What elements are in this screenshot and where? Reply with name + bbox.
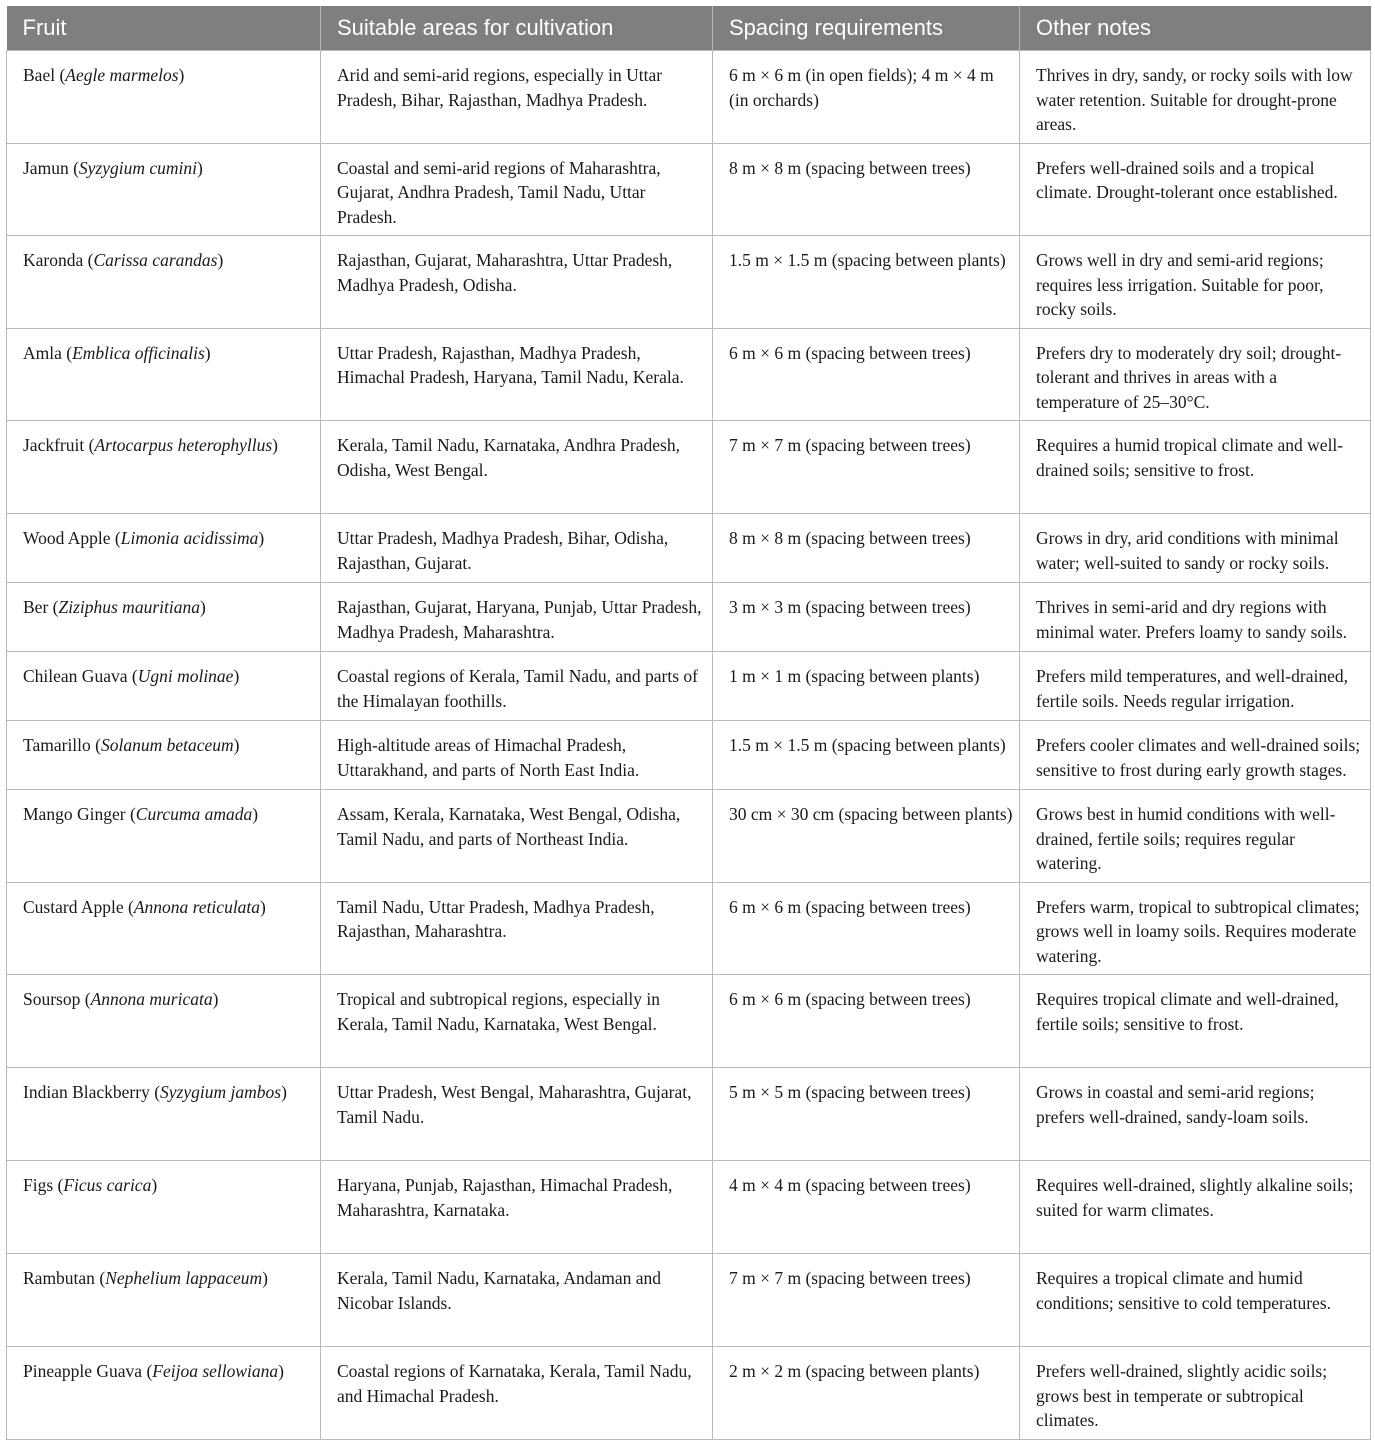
areas-cell: Kerala, Tamil Nadu, Karnataka, Andaman and Nicobar Islands. <box>321 1254 713 1347</box>
areas-cell: Tamil Nadu, Uttar Pradesh, Madhya Pradesh, Rajasthan, Maharashtra. <box>321 882 713 975</box>
table-row <box>7 975 1371 1068</box>
areas-cell: Uttar Pradesh, Madhya Pradesh, Bihar, Odisha, Rajasthan, Gujarat. <box>321 514 713 583</box>
fruit-cell: Pineapple Guava (Feijoa sellowiana) <box>7 1347 321 1440</box>
spacing-cell: 3 m × 3 m (spacing between trees) <box>713 583 1020 652</box>
spacing-cell: 8 m × 8 m (spacing between trees) <box>713 514 1020 583</box>
fruit-cell: Chilean Guava (Ugni molinae) <box>7 652 321 721</box>
notes-cell: Grows well in dry and semi-arid regions; requires less irrigation. Suitable for poor, rocky soils. <box>1020 236 1371 329</box>
fruit-name: Chilean Guava <box>23 666 128 686</box>
table-row <box>7 583 1371 652</box>
notes-cell: Grows best in humid conditions with well-drained, fertile soils; requires regular watering. <box>1020 790 1371 883</box>
areas-cell: Arid and semi-arid regions, especially in Uttar Pradesh, Bihar, Rajasthan, Madhya Pradesh. <box>321 51 713 144</box>
fruit-cell: Rambutan (Nephelium lappaceum) <box>7 1254 321 1347</box>
notes-cell: Requires a humid tropical climate and well-drained soils; sensitive to frost. <box>1020 421 1371 514</box>
fruit-name: Karonda <box>23 250 84 270</box>
fruit-scientific-name: Ziziphus mauritiana <box>58 597 200 617</box>
fruit-name: Mango Ginger <box>23 804 126 824</box>
notes-cell: Requires well-drained, slightly alkaline soils; suited for warm climates. <box>1020 1161 1371 1254</box>
table-row <box>7 143 1371 236</box>
spacing-cell: 7 m × 7 m (spacing between trees) <box>713 421 1020 514</box>
notes-cell: Grows in coastal and semi-arid regions; prefers well-drained, sandy-loam soils. <box>1020 1068 1371 1161</box>
areas-cell: Rajasthan, Gujarat, Haryana, Punjab, Uttar Pradesh, Madhya Pradesh, Maharashtra. <box>321 583 713 652</box>
spacing-cell: 1.5 m × 1.5 m (spacing between plants) <box>713 721 1020 790</box>
fruit-name: Soursop <box>23 989 81 1009</box>
spacing-cell: 30 cm × 30 cm (spacing between plants) <box>713 790 1020 883</box>
fruit-cell: Amla (Emblica officinalis) <box>7 328 321 421</box>
fruit-scientific-name: Annona muricata <box>90 989 213 1009</box>
header-fruit: Fruit <box>7 6 321 51</box>
fruit-cell: Jackfruit (Artocarpus heterophyllus) <box>7 421 321 514</box>
spacing-cell: 2 m × 2 m (spacing between plants) <box>713 1347 1020 1440</box>
fruit-name: Ber <box>23 597 49 617</box>
notes-cell: Prefers mild temperatures, and well-drained, fertile soils. Needs regular irrigation. <box>1020 652 1371 721</box>
table-row <box>7 1068 1371 1161</box>
areas-cell: Kerala, Tamil Nadu, Karnataka, Andhra Pradesh, Odisha, West Bengal. <box>321 421 713 514</box>
fruit-cell: Jamun (Syzygium cumini) <box>7 143 321 236</box>
table-row <box>7 1347 1371 1440</box>
table-row <box>7 51 1371 144</box>
fruit-name: Pineapple Guava <box>23 1361 143 1381</box>
fruit-scientific-name: Nephelium lappaceum <box>105 1268 263 1288</box>
table-row <box>7 1254 1371 1347</box>
areas-cell: Uttar Pradesh, West Bengal, Maharashtra, Gujarat, Tamil Nadu. <box>321 1068 713 1161</box>
table-row <box>7 236 1371 329</box>
fruit-scientific-name: Ficus carica <box>63 1175 152 1195</box>
fruit-name: Jackfruit <box>23 435 85 455</box>
fruit-cell: Indian Blackberry (Syzygium jambos) <box>7 1068 321 1161</box>
notes-cell: Requires tropical climate and well-drained, fertile soils; sensitive to frost. <box>1020 975 1371 1068</box>
areas-cell: Tropical and subtropical regions, especially in Kerala, Tamil Nadu, Karnataka, West Bengal. <box>321 975 713 1068</box>
header-other-notes: Other notes <box>1020 6 1371 51</box>
fruit-scientific-name: Solanum betaceum <box>100 735 234 755</box>
spacing-cell: 1.5 m × 1.5 m (spacing between plants) <box>713 236 1020 329</box>
fruit-scientific-name: Annona reticulata <box>133 896 261 917</box>
table-row <box>7 790 1371 883</box>
areas-cell: High-altitude areas of Himachal Pradesh, Uttarakhand, and parts of North East India. <box>321 721 713 790</box>
fruit-name: Bael <box>23 65 56 85</box>
table-header <box>7 6 1371 51</box>
spacing-cell: 6 m × 6 m (in open fields); 4 m × 4 m (in orchards) <box>713 51 1020 144</box>
areas-cell: Coastal and semi-arid regions of Maharashtra, Gujarat, Andhra Pradesh, Tamil Nadu, Uttar Pradesh. <box>321 143 713 236</box>
table-row <box>7 882 1371 975</box>
spacing-cell: 4 m × 4 m (spacing between trees) <box>713 1161 1020 1254</box>
fruit-name: Jamun <box>23 157 69 178</box>
notes-cell: Thrives in dry, sandy, or rocky soils with low water retention. Suitable for drought-prone areas. <box>1020 51 1371 144</box>
fruit-name: Wood Apple <box>23 528 111 548</box>
notes-cell: Requires a tropical climate and humid conditions; sensitive to cold temperatures. <box>1020 1254 1371 1347</box>
notes-cell: Thrives in semi-arid and dry regions with minimal water. Prefers loamy to sandy soils. <box>1020 583 1371 652</box>
spacing-cell: 6 m × 6 m (spacing between trees) <box>713 975 1020 1068</box>
fruit-cell: Soursop (Annona muricata) <box>7 975 321 1068</box>
fruit-cell: Karonda (Carissa carandas) <box>7 236 321 329</box>
fruit-name: Rambutan <box>23 1268 95 1288</box>
areas-cell: Assam, Kerala, Karnataka, West Bengal, Odisha, Tamil Nadu, and parts of Northeast India. <box>321 790 713 883</box>
notes-cell: Prefers well-drained, slightly acidic soils; grows best in temperate or subtropical climates. <box>1020 1347 1371 1440</box>
fruit-scientific-name: Limonia acidissima <box>120 528 259 548</box>
fruit-scientific-name: Ugni molinae <box>137 666 234 686</box>
fruit-name: Custard Apple <box>23 896 124 917</box>
fruit-cell: Figs (Ficus carica) <box>7 1161 321 1254</box>
notes-cell: Prefers warm, tropical to subtropical climates; grows well in loamy soils. Requires moderate watering. <box>1020 882 1371 975</box>
fruit-name: Amla <box>23 342 62 363</box>
spacing-cell: 8 m × 8 m (spacing between trees) <box>713 143 1020 236</box>
fruit-cell: Bael (Aegle marmelos) <box>7 51 321 144</box>
table-row <box>7 514 1371 583</box>
notes-cell: Prefers cooler climates and well-drained soils; sensitive to frost during early growth stages. <box>1020 721 1371 790</box>
spacing-cell: 6 m × 6 m (spacing between trees) <box>713 882 1020 975</box>
fruit-name: Indian Blackberry <box>23 1082 150 1102</box>
areas-cell: Coastal regions of Kerala, Tamil Nadu, and parts of the Himalayan foothills. <box>321 652 713 721</box>
spacing-cell: 1 m × 1 m (spacing between plants) <box>713 652 1020 721</box>
areas-cell: Coastal regions of Karnataka, Kerala, Tamil Nadu, and Himachal Pradesh. <box>321 1347 713 1440</box>
areas-cell: Uttar Pradesh, Rajasthan, Madhya Pradesh, Himachal Pradesh, Haryana, Tamil Nadu, Kerala. <box>321 328 713 421</box>
fruit-table-container <box>6 6 1370 1440</box>
notes-cell: Prefers well-drained soils and a tropical climate. Drought-tolerant once established. <box>1020 143 1371 236</box>
fruit-name: Tamarillo <box>23 735 91 755</box>
fruit-cell: Custard Apple (Annona reticulata) <box>7 882 321 975</box>
header-row <box>7 6 1371 51</box>
notes-cell: Prefers dry to moderately dry soil; drought-tolerant and thrives in areas with a temperature of 25–30°C. <box>1020 328 1371 421</box>
table-body <box>7 51 1371 1440</box>
header-suitable-areas: Suitable areas for cultivation <box>321 6 713 51</box>
fruit-scientific-name: Artocarpus heterophyllus <box>94 435 273 455</box>
table-row <box>7 421 1371 514</box>
spacing-cell: 5 m × 5 m (spacing between trees) <box>713 1068 1020 1161</box>
fruit-scientific-name: Emblica officinalis <box>72 342 205 363</box>
fruit-scientific-name: Aegle marmelos <box>65 65 179 85</box>
fruit-scientific-name: Syzygium cumini <box>78 157 198 178</box>
table-row <box>7 721 1371 790</box>
fruit-scientific-name: Carissa carandas <box>93 250 218 270</box>
table-row <box>7 652 1371 721</box>
header-spacing: Spacing requirements <box>713 6 1020 51</box>
fruit-cell: Tamarillo (Solanum betaceum) <box>7 721 321 790</box>
fruit-scientific-name: Curcuma amada <box>135 804 253 824</box>
spacing-cell: 7 m × 7 m (spacing between trees) <box>713 1254 1020 1347</box>
fruit-cultivation-table <box>6 6 1371 1440</box>
fruit-cell: Mango Ginger (Curcuma amada) <box>7 790 321 883</box>
areas-cell: Haryana, Punjab, Rajasthan, Himachal Pradesh, Maharashtra, Karnataka. <box>321 1161 713 1254</box>
fruit-cell: Ber (Ziziphus mauritiana) <box>7 583 321 652</box>
spacing-cell: 6 m × 6 m (spacing between trees) <box>713 328 1020 421</box>
table-row <box>7 1161 1371 1254</box>
notes-cell: Grows in dry, arid conditions with minimal water; well-suited to sandy or rocky soils. <box>1020 514 1371 583</box>
fruit-name: Figs <box>23 1175 54 1195</box>
fruit-scientific-name: Feijoa sellowiana <box>152 1361 279 1381</box>
areas-cell: Rajasthan, Gujarat, Maharashtra, Uttar Pradesh, Madhya Pradesh, Odisha. <box>321 236 713 329</box>
table-row <box>7 328 1371 421</box>
fruit-scientific-name: Syzygium jambos <box>160 1082 282 1102</box>
fruit-cell: Wood Apple (Limonia acidissima) <box>7 514 321 583</box>
